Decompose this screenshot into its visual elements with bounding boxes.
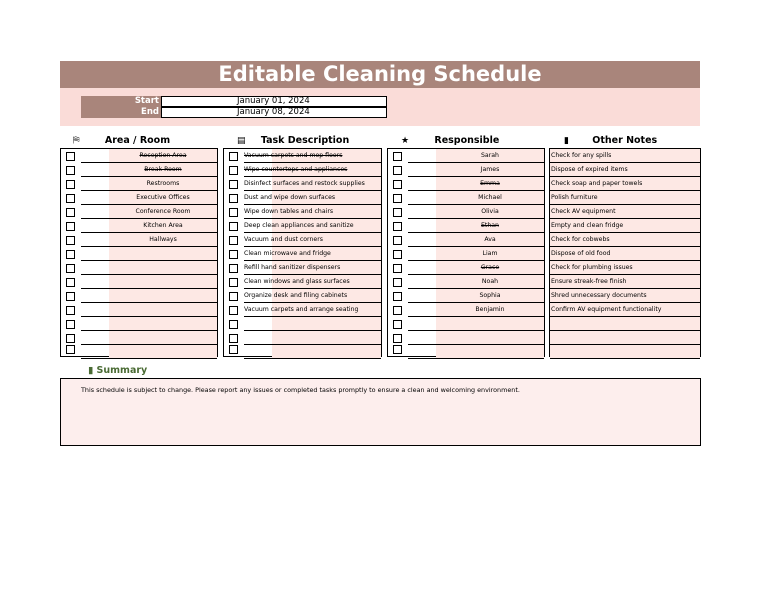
area-cell[interactable] [109, 247, 217, 260]
table-row [550, 345, 700, 359]
row-checkbox[interactable] [393, 180, 402, 189]
table-row [224, 177, 381, 191]
row-checkbox[interactable] [229, 278, 238, 287]
table-row [550, 331, 700, 345]
responsible-header [401, 134, 499, 148]
table-row [61, 163, 217, 177]
broom-icon: ⛿ [73, 136, 80, 146]
summary-heading [88, 365, 147, 376]
person-cell[interactable] [436, 345, 544, 358]
notes-header-label: Other Notes [592, 135, 658, 146]
row-checkbox[interactable] [393, 236, 402, 245]
row-rule [550, 358, 700, 359]
table-row [224, 219, 381, 233]
table-row [61, 177, 217, 191]
row-checkbox[interactable] [393, 264, 402, 273]
end-label: End [141, 107, 159, 117]
row-checkbox[interactable] [66, 236, 75, 245]
note-cell[interactable]: Dispose of old food [551, 250, 611, 257]
table-row [388, 317, 544, 331]
row-checkbox[interactable] [66, 264, 75, 273]
table-row [224, 303, 381, 317]
row-checkbox[interactable] [393, 208, 402, 217]
responsible-header-label: Responsible [434, 135, 500, 146]
row-checkbox[interactable] [66, 152, 75, 161]
note-cell[interactable]: Ensure streak-free finish [551, 278, 627, 285]
area-cell[interactable]: Restrooms [146, 180, 180, 187]
task-cell[interactable]: Organize desk and filing cabinets [244, 292, 348, 299]
table-row [388, 303, 544, 317]
row-checkbox[interactable] [66, 194, 75, 203]
table-row [550, 149, 700, 163]
table-row [550, 177, 700, 191]
row-rule [408, 358, 544, 359]
note-cell[interactable] [551, 331, 699, 344]
note-cell[interactable]: Confirm AV equipment functionality [551, 306, 662, 313]
table-row [388, 275, 544, 289]
row-checkbox[interactable] [393, 278, 402, 287]
table-row [61, 219, 217, 233]
table-row [61, 289, 217, 303]
row-checkbox[interactable] [66, 278, 75, 287]
row-checkbox[interactable] [229, 292, 238, 301]
person-cell[interactable]: Ava [484, 236, 496, 243]
date-label-box [81, 96, 162, 118]
star-icon: ★ [401, 136, 410, 146]
table-row [224, 317, 381, 331]
table-row [61, 149, 217, 163]
table-row [388, 191, 544, 205]
row-rule [244, 358, 381, 359]
table-row [224, 149, 381, 163]
table-row [550, 233, 700, 247]
person-cell[interactable]: Michael [478, 194, 502, 201]
note-cell[interactable]: Polish furniture [551, 194, 598, 201]
person-cell[interactable]: Sophia [479, 292, 501, 299]
row-checkbox[interactable] [229, 306, 238, 315]
area-cell[interactable] [109, 289, 217, 302]
table-row [388, 163, 544, 177]
task-column [223, 148, 382, 357]
note-cell[interactable]: Empty and clean fridge [551, 222, 624, 229]
task-cell[interactable]: Deep clean appliances and sanitize [244, 222, 354, 229]
area-cell[interactable] [109, 261, 217, 274]
person-cell[interactable]: Noah [481, 278, 499, 285]
person-cell[interactable]: Emma [480, 180, 500, 187]
task-cell[interactable]: Vacuum and dust corners [244, 236, 323, 243]
table-row [550, 317, 700, 331]
start-label: Start [134, 96, 159, 106]
row-checkbox[interactable] [229, 320, 238, 329]
table-row [224, 261, 381, 275]
table-row [550, 191, 700, 205]
table-row [550, 303, 700, 317]
area-cell[interactable]: Executive Offices [136, 194, 190, 201]
start-date-field[interactable]: January 01, 2024 [161, 96, 387, 107]
summary-text: This schedule is subject to change. Please report any issues or completed tasks promptly to ensure a clean and welcoming environment. [81, 386, 520, 394]
row-checkbox[interactable] [66, 208, 75, 217]
row-checkbox[interactable] [393, 250, 402, 259]
table-row [61, 317, 217, 331]
row-checkbox[interactable] [393, 292, 402, 301]
table-row [550, 219, 700, 233]
table-row [388, 149, 544, 163]
note-cell[interactable]: Dispose of expired items [551, 166, 628, 173]
task-cell[interactable] [244, 331, 366, 344]
table-row [61, 345, 217, 359]
row-checkbox[interactable] [66, 180, 75, 189]
notes-header [564, 134, 657, 148]
task-header [237, 134, 349, 148]
row-checkbox[interactable] [66, 334, 75, 343]
task-cell[interactable]: Refill hand sanitizer dispensers [244, 264, 341, 271]
table-row [550, 247, 700, 261]
row-checkbox[interactable] [393, 306, 402, 315]
table-row [388, 205, 544, 219]
note-cell[interactable]: Check AV equipment [551, 208, 616, 215]
row-checkbox[interactable] [229, 236, 238, 245]
table-row [61, 331, 217, 345]
row-checkbox[interactable] [229, 152, 238, 161]
table-row [388, 233, 544, 247]
table-row [550, 289, 700, 303]
row-checkbox[interactable] [393, 320, 402, 329]
person-cell[interactable] [436, 331, 544, 344]
person-cell[interactable]: Grace [480, 264, 500, 271]
end-date-field[interactable]: January 08, 2024 [161, 107, 387, 118]
area-cell[interactable]: Break Room [144, 166, 182, 173]
table-row [61, 261, 217, 275]
task-cell[interactable]: Dust and wipe down surfaces [244, 194, 336, 201]
table-row [224, 191, 381, 205]
task-cell[interactable]: Clean microwave and fridge [244, 250, 331, 257]
table-row [61, 205, 217, 219]
note-cell[interactable]: Check for cobwebs [551, 236, 610, 243]
person-cell[interactable]: Benjamin [475, 306, 505, 313]
note-cell[interactable] [551, 317, 699, 330]
table-row [550, 261, 700, 275]
task-cell[interactable]: Vacuum carpets and arrange seating [244, 306, 359, 313]
row-checkbox[interactable] [229, 345, 238, 354]
notes-column [549, 148, 701, 357]
area-cell[interactable] [109, 303, 217, 316]
table-row [224, 163, 381, 177]
table-row [388, 261, 544, 275]
task-cell[interactable] [244, 317, 366, 330]
note-cell[interactable]: Check for any spills [551, 152, 612, 159]
summary-heading-label: Summary [96, 365, 148, 376]
table-row [388, 345, 544, 359]
row-checkbox[interactable] [393, 222, 402, 231]
task-cell[interactable]: Clean windows and glass surfaces [244, 278, 350, 285]
table-row [224, 289, 381, 303]
row-checkbox[interactable] [66, 222, 75, 231]
table-row [224, 275, 381, 289]
table-row [224, 247, 381, 261]
clipboard-icon: ▤ [237, 136, 246, 146]
table-row [61, 233, 217, 247]
row-checkbox[interactable] [393, 152, 402, 161]
table-row [224, 331, 381, 345]
note-icon: ▮ [564, 136, 569, 146]
summary-box[interactable] [60, 378, 701, 446]
area-cell[interactable]: Reception Area [139, 152, 187, 159]
task-cell[interactable]: Wipe countertops and appliances [244, 166, 348, 173]
table-row [550, 163, 700, 177]
table-row [61, 275, 217, 289]
table-row [388, 247, 544, 261]
row-rule [81, 358, 217, 359]
area-header-label: Area / Room [104, 135, 171, 146]
responsible-column [387, 148, 545, 357]
task-cell[interactable]: Vacuum carpets and mop floors [244, 152, 343, 159]
table-row [224, 345, 381, 359]
row-checkbox[interactable] [229, 250, 238, 259]
area-cell[interactable] [109, 331, 217, 344]
note-cell[interactable]: Shred unnecessary documents [551, 292, 647, 299]
area-cell[interactable] [109, 345, 217, 358]
person-cell[interactable]: Sarah [481, 152, 499, 159]
area-cell[interactable] [109, 317, 217, 330]
row-checkbox[interactable] [229, 222, 238, 231]
area-cell[interactable] [109, 275, 217, 288]
area-cell[interactable]: Kitchen Area [143, 222, 183, 229]
row-checkbox[interactable] [229, 208, 238, 217]
table-row [550, 275, 700, 289]
summary-icon: ▮ [88, 365, 94, 376]
row-checkbox[interactable] [66, 320, 75, 329]
row-checkbox[interactable] [229, 194, 238, 203]
row-checkbox[interactable] [229, 166, 238, 175]
table-row [224, 233, 381, 247]
note-cell[interactable]: Check soap and paper towels [551, 180, 643, 187]
table-row [61, 191, 217, 205]
person-cell[interactable] [436, 317, 544, 330]
area-header [73, 134, 170, 148]
task-cell[interactable]: Wipe down tables and chairs [244, 208, 334, 215]
person-cell[interactable]: James [480, 166, 500, 173]
row-checkbox[interactable] [229, 334, 238, 343]
table-row [61, 303, 217, 317]
row-checkbox[interactable] [229, 264, 238, 273]
row-checkbox[interactable] [66, 306, 75, 315]
row-checkbox[interactable] [66, 250, 75, 259]
table-row [61, 247, 217, 261]
task-header-label: Task Description [260, 135, 350, 146]
task-cell[interactable]: Disinfect surfaces and restock supplies [244, 180, 365, 187]
area-column [60, 148, 218, 357]
row-checkbox[interactable] [66, 345, 75, 354]
row-checkbox[interactable] [229, 180, 238, 189]
area-cell[interactable]: Conference Room [135, 208, 191, 215]
table-row [388, 177, 544, 191]
row-checkbox[interactable] [66, 166, 75, 175]
person-cell[interactable]: Liam [482, 250, 498, 257]
table-row [388, 331, 544, 345]
note-cell[interactable]: Check for plumbing issues [551, 264, 633, 271]
row-checkbox[interactable] [393, 166, 402, 175]
table-row [388, 289, 544, 303]
row-checkbox[interactable] [393, 345, 402, 354]
note-cell[interactable] [551, 345, 699, 358]
row-checkbox[interactable] [393, 194, 402, 203]
person-cell[interactable]: Ethan [481, 222, 499, 229]
table-row [550, 205, 700, 219]
area-cell[interactable]: Hallways [149, 236, 177, 243]
table-row [224, 205, 381, 219]
table-row [388, 219, 544, 233]
row-checkbox[interactable] [66, 292, 75, 301]
person-cell[interactable]: Olivia [481, 208, 499, 215]
page-title: Editable Cleaning Schedule [60, 61, 700, 88]
row-checkbox[interactable] [393, 334, 402, 343]
task-cell[interactable] [244, 345, 366, 358]
